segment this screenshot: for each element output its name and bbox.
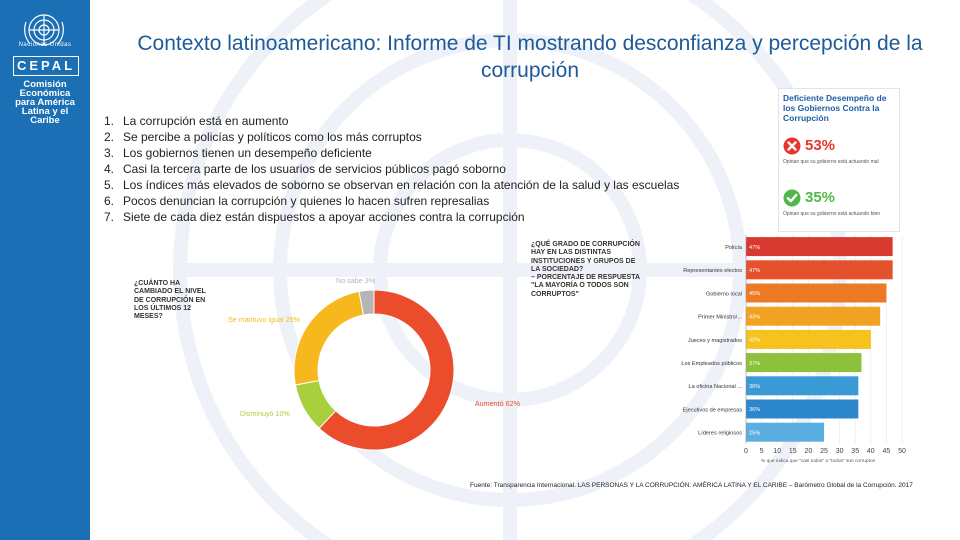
list-item: 1. La corrupción está en aumento — [104, 114, 289, 128]
category-label: Jueces y magistrados — [687, 337, 742, 344]
list-item: 2. Se percibe a policías y políticos como los más corruptos — [104, 130, 422, 144]
un-name: Naciones Unidas — [18, 42, 72, 48]
negative-row — [783, 137, 897, 165]
x-tick-label: 30 — [835, 447, 844, 455]
cepal-subtitle: Comisión Económica para América Latina y el Caribe — [15, 79, 75, 126]
bar — [746, 400, 858, 419]
un-emblem-icon — [18, 8, 70, 60]
list-item: 4. Casi la tercera parte de los usuarios de servicios públicos pagó soborno — [104, 162, 506, 176]
x-tick-label: 50 — [898, 447, 906, 455]
bar-value-label: 36% — [749, 407, 761, 414]
bar-value-label: 37% — [749, 360, 761, 367]
positive-row — [783, 189, 897, 217]
bar-value-label: 25% — [749, 430, 761, 437]
list-item: 7. Siete de cada diez están dispuestos a apoyar acciones contra la corrupción — [104, 210, 525, 224]
government-performance-card — [778, 88, 900, 232]
bar — [746, 376, 858, 395]
category-label: Policía — [725, 245, 742, 251]
positive-desc: Opinan que su gobierno está actuando bien — [783, 211, 881, 217]
x-tick-label: 20 — [804, 447, 813, 455]
cepal-sidebar — [0, 0, 90, 540]
category-label: Gobierno local — [705, 291, 742, 298]
findings-list — [104, 113, 679, 225]
donut-chart-question: ¿CUÁNTO HA CAMBIADO EL NIVEL DE CORRUPCIÓN EN LOS ÚLTIMOS 12 MESES? — [134, 280, 206, 321]
category-label: Representantes electos — [683, 268, 742, 275]
bar — [746, 260, 893, 279]
bar-value-label: 36% — [749, 384, 761, 390]
x-tick-label: 10 — [773, 447, 782, 455]
list-item: 5. Los índices más elevados de soborno se observan en relación con la atención de la salud y las escuelas — [104, 178, 680, 192]
slice-label: Aumentó 62% — [474, 399, 520, 408]
bar — [746, 353, 861, 372]
x-tick-label: 0 — [744, 447, 748, 455]
slice-label: No sabe 3% — [336, 276, 376, 285]
x-tick-label: 5 — [759, 447, 764, 455]
check-icon — [783, 189, 801, 207]
slide-title: Contexto latinoamericano: Informe de TI mostrando desconfianza y percepción de la corrupción — [137, 32, 923, 82]
category-label: Ejecutivos de empresas — [682, 407, 742, 414]
donut-slice — [294, 291, 364, 385]
cepal-logo: CEPAL — [13, 56, 79, 76]
category-label: Líderes religiosos — [698, 430, 742, 437]
bar-value-label: 43% — [749, 314, 761, 321]
institution-corruption-chart — [528, 233, 910, 465]
x-tick-label: 25 — [820, 447, 828, 455]
list-item: 6. Pocos denuncian la corrupción y quienes lo hacen sufren represalias — [104, 194, 490, 208]
slice-label: Disminuyó 10% — [240, 409, 290, 418]
x-tick-label: 40 — [866, 447, 875, 455]
bar — [746, 284, 886, 303]
bar-value-label: 45% — [749, 291, 761, 298]
bar-chart-question: ¿QUÉ GRADO DE CORRUPCIÓN HAY EN LAS DISTINTAS INSTITUCIONES Y GRUPOS DE LA SOCIEDAD? – PORCENTAJE DE RESPUESTA "LA MAYORÍA O TODOS SON CORRUPTOS" — [531, 241, 641, 298]
bar-chart-footnote: % que indica que "casi todos" o "todos" son corruptos — [761, 458, 876, 464]
donut-chart-svg — [128, 270, 528, 470]
bar — [746, 330, 871, 349]
list-item: 3. Los gobiernos tienen un desempeño deficiente — [104, 146, 372, 160]
category-label: Primer Ministro/... — [698, 314, 742, 321]
bar — [746, 237, 893, 256]
card-title: Deficiente Desempeño de los Gobiernos Contra la Corrupción — [783, 93, 887, 123]
positive-pct: 35% — [805, 189, 836, 206]
category-label: Los Empleados públicos — [681, 361, 742, 367]
slice-label: Se mantuvo igual 25% — [228, 315, 300, 324]
cross-icon — [783, 137, 801, 155]
bar-chart-svg — [528, 233, 910, 465]
bar-value-label: 47% — [749, 268, 761, 274]
negative-pct: 53% — [805, 137, 836, 154]
bar-value-label: 40% — [749, 337, 761, 344]
category-label: La oficina Nacional ... — [688, 384, 742, 391]
negative-desc: Opinan que su gobierno está actuando mal — [783, 159, 879, 165]
bar-value-label: 47% — [749, 244, 761, 251]
x-tick-label: 35 — [851, 447, 860, 455]
x-tick-label: 15 — [788, 447, 797, 455]
source-footer: Fuente: Transparencia Internacional. LAS PERSONAS Y LA CORRUPCIÓN: AMÉRICA LATINA Y EL CARIBE – Barómetro Global de la Corrupción. 2017 — [470, 482, 913, 489]
corruption-change-chart — [128, 270, 528, 470]
x-tick-label: 45 — [882, 447, 891, 455]
bar — [746, 307, 880, 326]
